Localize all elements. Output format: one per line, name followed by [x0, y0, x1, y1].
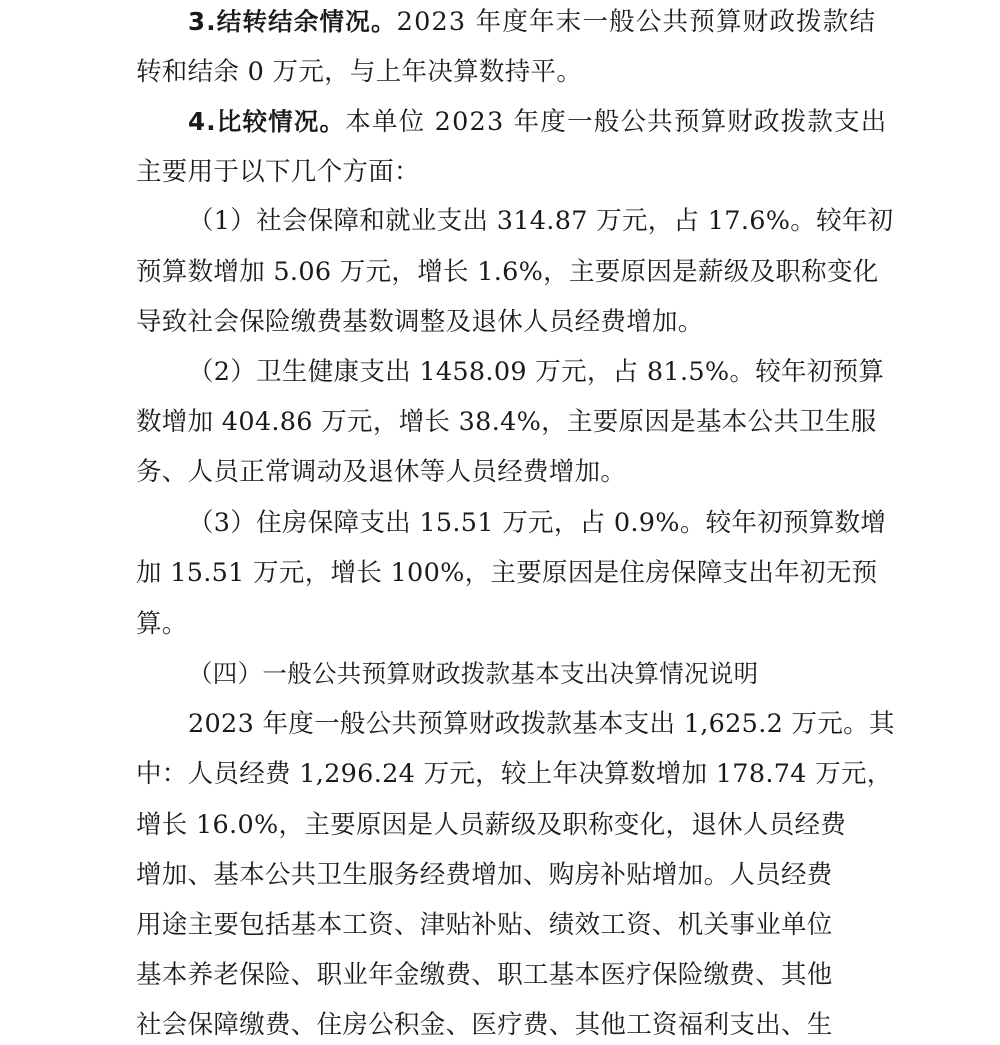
paragraph-line: 2023 年度一般公共预算财政拨款基本支出 1,625.2 万元。其 — [188, 709, 895, 739]
paragraph-line: 社会保障缴费、住房公积金、医疗费、其他工资福利支出、生 — [136, 1010, 833, 1040]
list-item-line: （1）社会保障和就业支出 314.87 万元，占 17.6%。较年初 — [188, 206, 894, 236]
list-item-line: 导致社会保险缴费基数调整及退休人员经费增加。 — [136, 307, 704, 337]
paragraph-line: 基本养老保险、职业年金缴费、职工基本医疗保险缴费、其他 — [136, 960, 833, 990]
list-item-line: 预算数增加 5.06 万元，增长 1.6%，主要原因是薪级及职称变化 — [136, 257, 879, 287]
paragraph-line — [136, 102, 888, 142]
paragraph-line — [136, 2, 876, 42]
paragraph-line: 用途主要包括基本工资、津贴补贴、绩效工资、机关事业单位 — [136, 910, 833, 940]
paragraph-lead: 3.结转结余情况。 — [188, 7, 397, 36]
list-item-line: 数增加 404.86 万元，增长 38.4%，主要原因是基本公共卫生服 — [136, 407, 877, 437]
paragraph-line: 中：人员经费 1,296.24 万元，较上年决算数增加 178.74 万元， — [136, 759, 893, 789]
paragraph-line: 主要用于以下几个方面： — [136, 157, 420, 187]
list-item-line: 务、人员正常调动及退休等人员经费增加。 — [136, 457, 627, 487]
paragraph-line: 增加、基本公共卫生服务经费增加、购房补贴增加。人员经费 — [136, 860, 833, 890]
paragraph-line: 转和结余 0 万元，与上年决算数持平。 — [136, 57, 583, 87]
section-heading: （四）一般公共预算财政拨款基本支出决算情况说明 — [188, 659, 759, 688]
list-item-line: （2）卫生健康支出 1458.09 万元，占 81.5%。较年初预算 — [188, 357, 885, 387]
paragraph-lead: 4.比较情况。 — [188, 107, 346, 136]
list-item-line: （3）住房保障支出 15.51 万元，占 0.9%。较年初预算数增 — [188, 508, 887, 538]
paragraph-text: 2023 年度年末一般公共预算财政拨款结 — [396, 7, 877, 37]
paragraph-line: 增长 16.0%，主要原因是人员薪级及职称变化，退休人员经费 — [136, 810, 847, 840]
paragraph-text: 本单位 2023 年度一般公共预算财政拨款支出 — [345, 107, 888, 137]
list-item-line: 加 15.51 万元，增长 100%，主要原因是住房保障支出年初无预 — [136, 558, 878, 588]
list-item-line: 算。 — [136, 609, 188, 639]
